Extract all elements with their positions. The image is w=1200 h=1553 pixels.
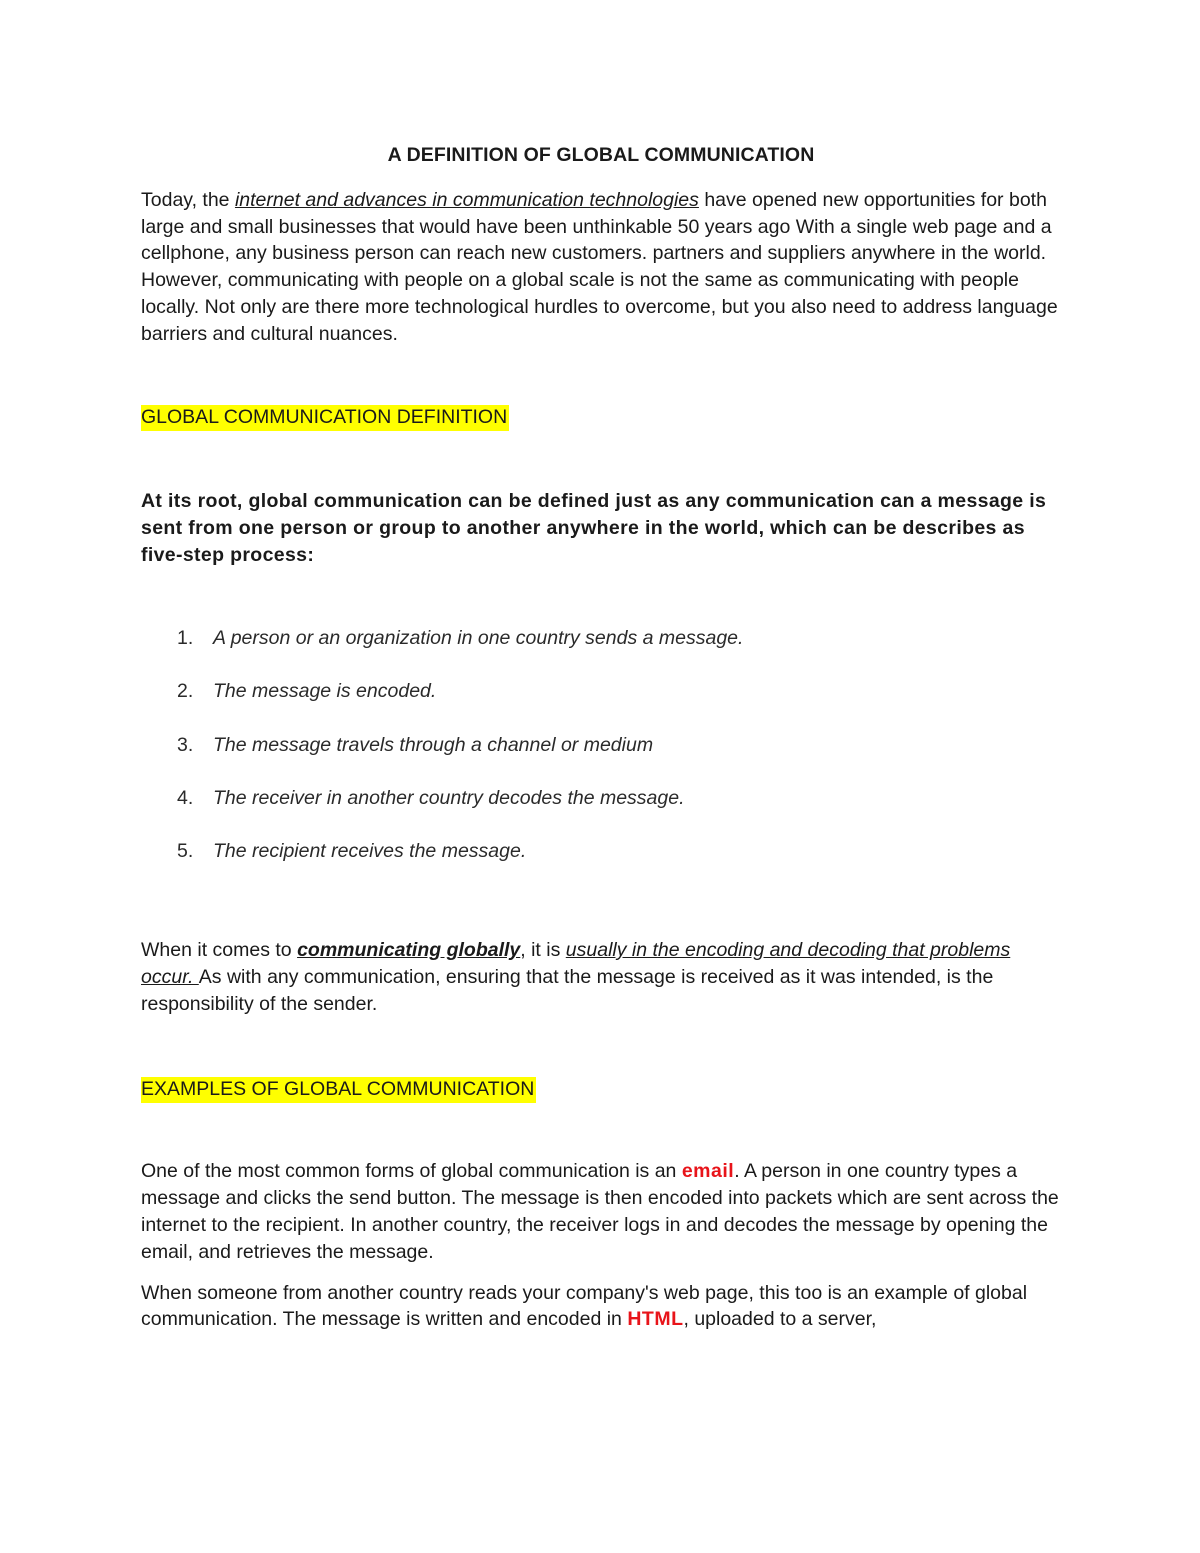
list-item-number: 1.: [177, 626, 194, 649]
section-heading-examples: [141, 1076, 1061, 1103]
encoding-paragraph: [141, 937, 1061, 1017]
intro-post: have opened new opportunities for both large and small businesses that would have been unthinkable 50 years ago With a single web page and a cellphone, any business person can reach new customers. partners and suppliers anywhere in the world. However, communicating with people on a global scale is not the same as communicating with people locally. Not only are there more technological hurdles to overcome, but you also need to address language barriers and cultural nuances.: [141, 188, 1058, 345]
list-item-text: The receiver in another country decodes the message.: [213, 786, 685, 809]
html-keyword: HTML: [627, 1308, 684, 1331]
list-item-number: 2.: [177, 680, 194, 703]
document-body: [141, 142, 1061, 1333]
section-heading-definition: [141, 404, 1061, 431]
list-item: [141, 785, 1061, 812]
webpage-post: , uploaded to a server,: [683, 1308, 877, 1331]
encoding-strong-phrase: communicating globally: [297, 939, 521, 962]
encoding-pre: When it comes to: [141, 939, 298, 962]
intro-pre: Today, the: [141, 188, 235, 211]
webpage-pre: When someone from another country reads your company's web page, this too is an example of global communication. The message is written and encoded in: [141, 1281, 1028, 1331]
list-item: [141, 678, 1061, 705]
list-item-number: 3.: [177, 733, 194, 756]
email-example-paragraph: [141, 1158, 1061, 1265]
list-item-number: 5.: [177, 840, 194, 863]
encoding-mid: , it is: [520, 939, 566, 962]
list-item: [141, 625, 1061, 652]
list-item-text: The recipient receives the message.: [213, 840, 527, 863]
document-title: A DEFINITION OF GLOBAL COMMUNICATION: [387, 144, 815, 166]
email-post: . A person in one country types a message and clicks the send button. The message is then encoded into packets which are sent across the internet to the recipient. In another country, the receiver logs in and decodes the message by opening the email, and retrieves the message.: [141, 1160, 1059, 1263]
list-item-text: The message is encoded.: [213, 680, 437, 703]
definition-bold-paragraph: At its root, global communication can be defined just as any communication can a message is sent from one person or group to another anywhere in the world, which can be describes as five-step process:: [141, 490, 1047, 566]
highlighted-heading-definition: GLOBAL COMMUNICATION DEFINITION: [141, 405, 509, 431]
intro-paragraph: [141, 187, 1061, 348]
list-item-text: The message travels through a channel or medium: [213, 733, 654, 756]
webpage-example-paragraph: [141, 1280, 1061, 1334]
list-item: [141, 838, 1061, 865]
list-item: [141, 732, 1061, 759]
email-keyword: email: [681, 1160, 735, 1183]
highlighted-heading-examples: EXAMPLES OF GLOBAL COMMUNICATION: [141, 1077, 536, 1103]
list-item-number: 4.: [177, 786, 194, 809]
email-pre: One of the most common forms of global communication is an: [141, 1160, 682, 1183]
list-item-text: A person or an organization in one country sends a message.: [213, 626, 744, 649]
intro-underlined-phrase: internet and advances in communication technologies: [234, 188, 699, 211]
encoding-post: As with any communication, ensuring that the message is received as it was intended, is the responsibility of the sender.: [141, 965, 994, 1015]
five-step-list: [141, 625, 1061, 865]
encoding-emphasis-phrase: usually in the encoding and decoding that problems occur.: [141, 939, 1011, 988]
